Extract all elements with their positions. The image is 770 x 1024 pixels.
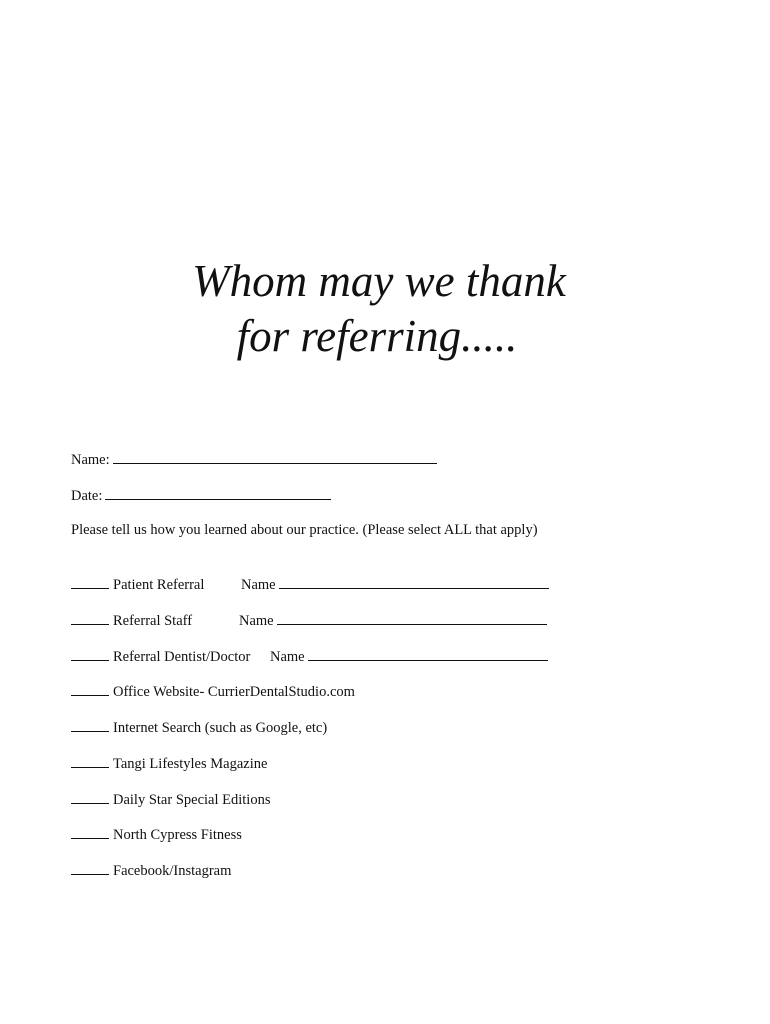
option-checkbox-blank[interactable] bbox=[71, 717, 109, 732]
option-label: Office Website- CurrierDentalStudio.com bbox=[113, 684, 355, 700]
option-referral-dentist bbox=[71, 646, 561, 666]
option-name-blank[interactable] bbox=[277, 610, 547, 625]
name-field-label: Name: bbox=[71, 452, 110, 468]
option-label: Daily Star Special Editions bbox=[113, 792, 271, 808]
option-checkbox-blank[interactable] bbox=[71, 646, 109, 661]
option-tangi-lifestyles bbox=[71, 753, 267, 773]
option-label: Patient Referral bbox=[113, 577, 205, 593]
option-checkbox-blank[interactable] bbox=[71, 610, 109, 625]
date-field-row bbox=[71, 485, 331, 505]
option-name-blank[interactable] bbox=[308, 646, 548, 661]
form-title-line-2: for referring..... bbox=[236, 311, 518, 361]
option-checkbox-blank[interactable] bbox=[71, 824, 109, 839]
option-name-label: Name bbox=[241, 577, 276, 593]
option-checkbox-blank[interactable] bbox=[71, 860, 109, 875]
option-internet-search bbox=[71, 717, 327, 737]
date-field-label: Date: bbox=[71, 488, 103, 504]
option-checkbox-blank[interactable] bbox=[71, 681, 109, 696]
option-name-field bbox=[241, 574, 549, 594]
option-north-cypress-fitness bbox=[71, 824, 242, 844]
option-checkbox-blank[interactable] bbox=[71, 574, 109, 589]
date-field-blank[interactable] bbox=[105, 485, 331, 500]
option-name-field bbox=[239, 610, 547, 630]
option-label: Facebook/Instagram bbox=[113, 863, 232, 879]
option-label: Internet Search (such as Google, etc) bbox=[113, 720, 328, 736]
form-title-line-1: Whom may we thank bbox=[192, 256, 566, 306]
option-label: Referral Dentist/Doctor bbox=[113, 649, 251, 665]
option-label: Tangi Lifestyles Magazine bbox=[113, 756, 268, 772]
option-daily-star bbox=[71, 789, 270, 809]
option-label: Referral Staff bbox=[113, 613, 193, 629]
instruction-text: Please tell us how you learned about our practice. (Please select ALL that apply) bbox=[71, 522, 538, 538]
option-checkbox-blank[interactable] bbox=[71, 753, 109, 768]
name-field-blank[interactable] bbox=[113, 449, 437, 464]
option-checkbox-blank[interactable] bbox=[71, 789, 109, 804]
option-referral-staff bbox=[71, 610, 561, 630]
option-name-field bbox=[270, 646, 548, 666]
option-patient-referral bbox=[71, 574, 561, 594]
name-field-row bbox=[71, 449, 437, 469]
option-name-blank[interactable] bbox=[279, 574, 549, 589]
option-office-website bbox=[71, 681, 355, 701]
option-name-label: Name bbox=[239, 613, 274, 629]
option-label: North Cypress Fitness bbox=[113, 827, 242, 843]
option-name-label: Name bbox=[270, 649, 305, 665]
option-facebook-instagram bbox=[71, 860, 231, 880]
